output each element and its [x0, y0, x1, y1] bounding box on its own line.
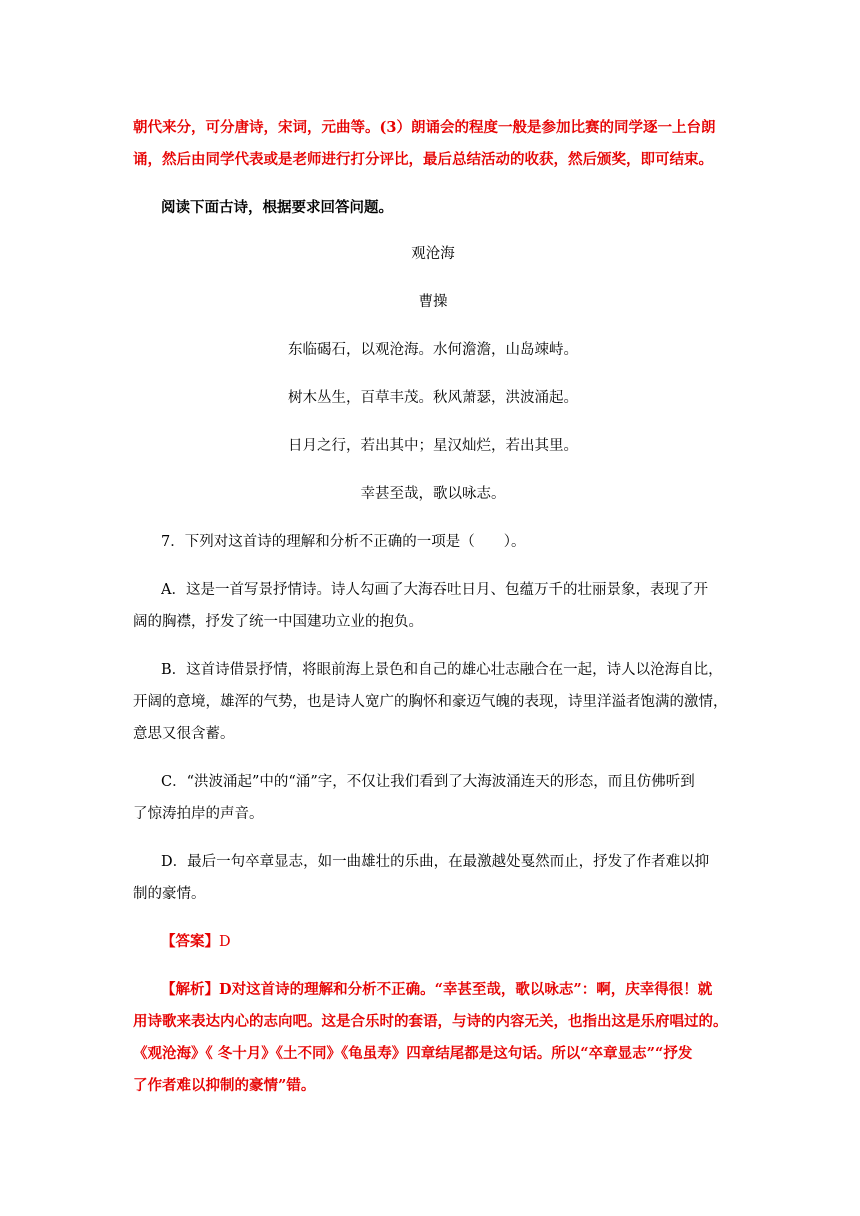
option-b-line-3: 意思又很含蓄。: [133, 726, 235, 742]
option-a-line-1: A．这是一首写景抒情诗。诗人勾画了大海吞吐日月、包蕴万千的壮丽景象，表现了开: [161, 582, 708, 598]
intro-answer-line-2: 诵，然后由同学代表或是老师进行打分评比，最后总结活动的收获，然后颁奖，即可结束。: [133, 151, 713, 168]
option-a-line-2: 阔的胸襟，抒发了统一中国建功立业的抱负。: [133, 614, 423, 630]
poem-line-4: 幸甚至哉，歌以咏志。: [360, 486, 506, 502]
answer-tag: 【答案】: [161, 933, 219, 950]
poem-line-2: 树木丛生，百草丰茂。秋风萧瑟，洪波涌起。: [288, 390, 578, 406]
analysis-line-1: [161, 980, 743, 1000]
option-d-line-1: D．最后一句卒章显志，如一曲雄壮的乐曲，在最激越处戛然而止，抒发了作者难以抑: [161, 854, 710, 870]
poem-author: 曹操: [418, 294, 448, 310]
analysis-first-line: D对这首诗的理解和分析不正确。“幸甚至哉，歌以咏志”：啊，庆幸得很！就: [219, 981, 713, 998]
analysis-line-4: 了作者难以抑制的豪情”错。: [133, 1077, 316, 1094]
option-d-line-2: 制的豪情。: [133, 886, 206, 902]
poem-line-1: 东临碣石，以观沧海。水何澹澹，山岛竦峙。: [288, 342, 578, 358]
instruction-text: 阅读下面古诗，根据要求回答问题。: [161, 199, 393, 216]
question-stem: 7．下列对这首诗的理解和分析不正确的一项是（ ）。: [161, 534, 526, 550]
option-b-line-1: B．这首诗借景抒情，将眼前海上景色和自己的雄心壮志融合在一起，诗人以沧海自比，: [161, 662, 723, 678]
poem-title: 观沧海: [411, 246, 455, 262]
analysis-line-2: 用诗歌来表达内心的志向吧。这是合乐时的套语，与诗的内容无关，也指出这是乐府唱过的。: [133, 1013, 728, 1030]
answer-value: D: [219, 934, 231, 950]
intro-answer-line-1: 朝代来分，可分唐诗，宋词，元曲等。(3）朗诵会的程度一般是参加比赛的同学逐一上台朗: [133, 119, 716, 136]
poem-line-3: 日月之行，若出其中；星汉灿烂，若出其里。: [288, 438, 578, 454]
answer-row: [161, 932, 743, 952]
option-c-line-2: 了惊涛拍岸的声音。: [133, 806, 264, 822]
analysis-tag: 【解析】: [161, 981, 219, 998]
option-b-line-2: 开阔的意境，雄浑的气势，也是诗人宽广的胸怀和豪迈气魄的表现，诗里洋溢者饱满的激情，: [133, 694, 728, 710]
analysis-line-3: 《观沧海》《 冬十月》《土不同》《龟虽寿》四章结尾都是这句话。所以“卒章显志”“抒发: [133, 1045, 693, 1062]
option-c-line-1: C．“洪波涌起”中的“涌”字，不仅让我们看到了大海波涌连天的形态，而且仿佛听到: [161, 774, 695, 790]
